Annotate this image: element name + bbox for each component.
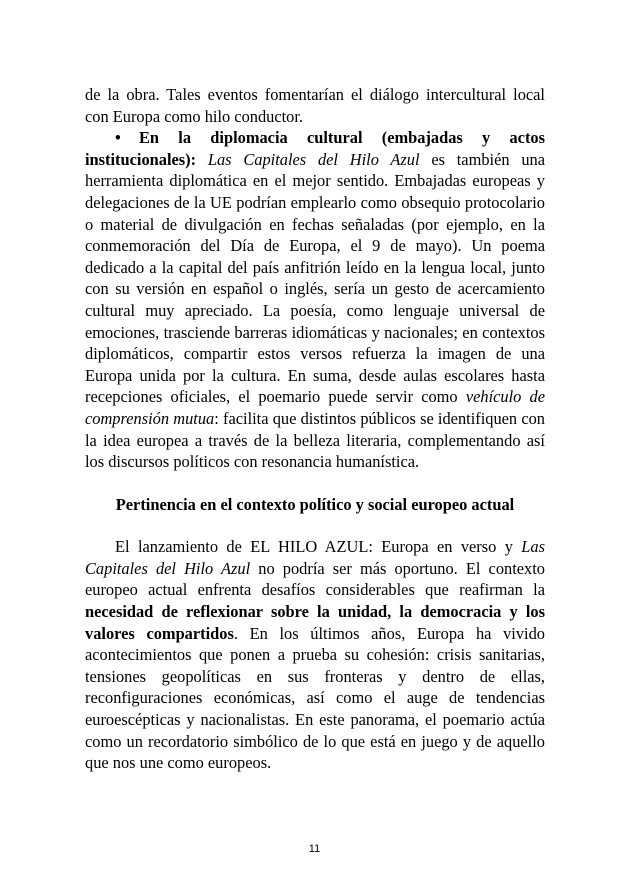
intro-paragraph: [85, 84, 545, 127]
bullet-emphasis: vehículo de comprensión mutua: [85, 387, 545, 428]
bullet-text-1: es también una herramienta diplomática en el mejor sentido. Embajadas europeas y delegaciones de la UE podrían emplearlo como obsequio protocolario o material de divulgación en fechas señaladas (por ejemplo, en la conmemoración del Día de Europa, el 9 de mayo). Un poema dedicado a la capital del país anfitrión leído en la lengua local, junto con su versión en español o inglés, sería un gesto de acercamiento cultural muy apreciado. La poesía, como lenguaje universal de emociones, trasciende barreras idiomáticas y nacionales; en contextos diplomáticos, compartir estos versos refuerza la imagen de una Europa unida por la cultura. En suma, desde aulas escolares hasta recepciones oficiales, el poemario puede servir como: [85, 149, 545, 407]
section-heading: Pertinencia en el contexto político y social europeo actual: [115, 494, 515, 514]
section-bold-text: necesidad de reflexionar sobre la unidad, la democracia y los valores compartidos: [85, 602, 545, 643]
section-text-2: no podría ser más oportuno. El contexto europeo actual enfrenta desafíos considerables que reafirman la: [85, 558, 545, 600]
section-paragraph: [85, 536, 545, 774]
document-page: [85, 84, 545, 774]
bullet-work-title: Las Capitales del Hilo Azul: [207, 149, 420, 169]
bullet-text-2: : facilita que distintos públicos se identifiquen con la idea europea a través de la belleza literaria, complementando así los discursos políticos con resonancia humanística.: [85, 408, 545, 472]
page-number: 11: [308, 843, 321, 855]
section-text-3: . En los últimos años, Europa ha vivido acontecimientos que ponen a prueba su cohesión: crisis sanitarias, tensiones geopolíticas en sus fronteras y dentro de ellas, reconfiguraciones económicas, así como el auge de tendencias euroescépticas y nacionalistas. En este panorama, el poemario actúa como un recordatorio simbólico de lo que está en juego y de aquello que nos une como europeos.: [85, 623, 545, 773]
bullet-heading: En la diplomacia cultural (embajadas y actos institucionales):: [85, 128, 545, 169]
intro-text: de la obra. Tales eventos fomentarían el diálogo intercultural local con Europa como hilo conductor.: [85, 85, 545, 126]
bullet-paragraph-cultural-diplomacy: [85, 127, 545, 473]
section-text-1: El lanzamiento de EL HILO AZUL: Europa en verso y: [115, 537, 513, 557]
section-work-title: Las Capitales del Hilo Azul: [85, 537, 545, 578]
bullet-icon: •: [115, 128, 121, 148]
